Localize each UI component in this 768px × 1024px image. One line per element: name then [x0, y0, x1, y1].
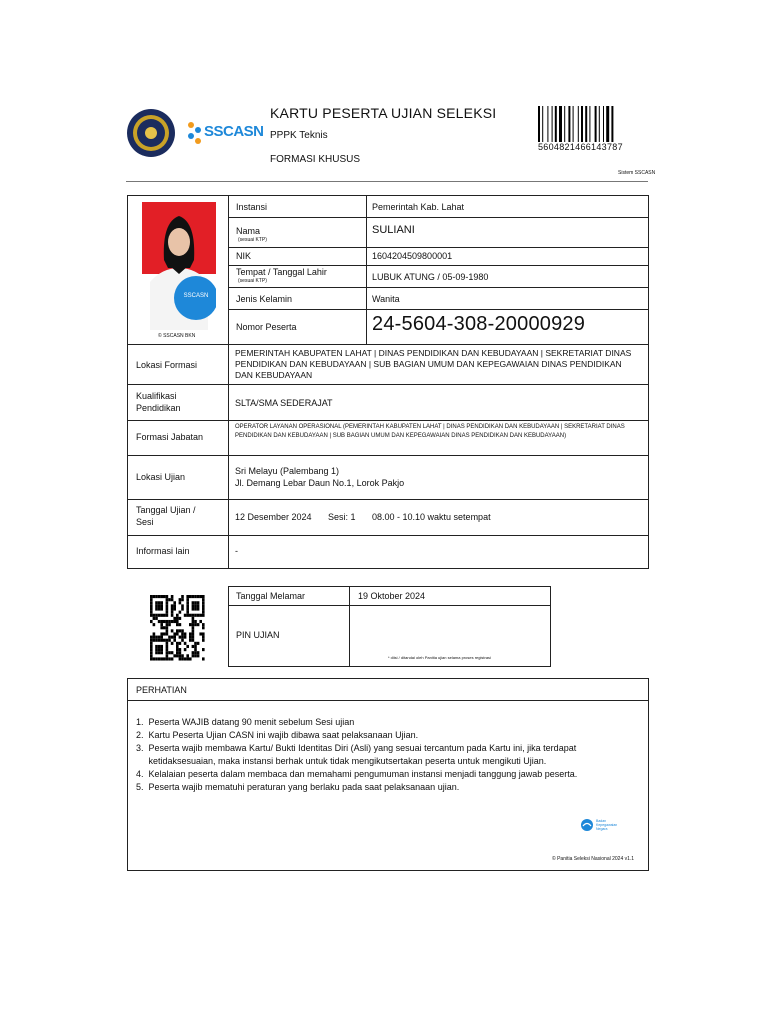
tanggal-ujian-value: 12 Desember 2024: [235, 512, 312, 522]
sscasn-stamp: [174, 276, 216, 320]
lokasi-ujian-label: Lokasi Ujian: [136, 472, 186, 482]
pin-ujian-label: PIN UJIAN: [236, 630, 280, 640]
bkn-small-logo-text: Badan Kepegawaian Negara: [596, 819, 618, 831]
informasi-lain-label: Informasi lain: [136, 546, 190, 556]
card-title: KARTU PESERTA UJIAN SELEKSI: [270, 105, 497, 121]
instansi-label: Instansi: [236, 202, 268, 212]
waktu-value: 08.00 - 10.10 waktu setempat: [372, 512, 491, 522]
nomor-peserta-label: Nomor Peserta: [236, 322, 297, 332]
nama-sublabel: (sesuai KTP): [238, 237, 267, 243]
kualifikasi-value: SLTA/SMA SEDERAJAT: [235, 398, 333, 408]
lokasi-formasi-label: Lokasi Formasi: [136, 360, 198, 370]
jenis-kelamin-label: Jenis Kelamin: [236, 294, 293, 304]
participant-photo: [142, 202, 216, 330]
instansi-value: Pemerintah Kab. Lahat: [372, 202, 465, 212]
ttl-sublabel: (sesuai KTP): [238, 278, 267, 284]
kualifikasi-label-2: Pendidikan: [136, 403, 181, 413]
perhatian-item: 3. Peserta wajib membawa Kartu/ Bukti Identitas Diri (Asli) yang sesuai tercantum pada Kartu ini, jika terdapat: [136, 743, 577, 753]
perhatian-item: 1. Peserta WAJIB datang 90 menit sebelum Sesi ujian: [136, 717, 355, 727]
ttl-label: Tempat / Tanggal Lahir: [236, 267, 327, 277]
footer-copyright: © Panitia Seleksi Nasional 2024 v1.1: [552, 856, 635, 862]
lokasi-formasi-value: PEMERINTAH KABUPATEN LAHAT | DINAS PENDIDIKAN DAN KEBUDAYAAN | SEKRETARIAT DINAS PENDIDIKAN DAN KEBUDAYAAN | SUB BAGIAN UMUM DAN KEPEGAWAIAN DINAS PENDIDIKAN DAN KEBUDAYAAN: [235, 348, 632, 380]
ttl-value: LUBUK ATUNG / 05-09-1980: [372, 272, 489, 282]
tanggal-melamar-value: 19 Oktober 2024: [358, 591, 426, 601]
informasi-lain-value: -: [235, 546, 238, 556]
barcode-caption: Sistem SSCASN: [618, 170, 656, 176]
jenis-kelamin-value: Wanita: [372, 294, 400, 304]
perhatian-item: 4. Kelalaian peserta dalam membaca dan memahami pengumuman instansi menjadi tanggung jawab peserta.: [136, 769, 578, 779]
photo-caption: © SSCASN BKN: [158, 333, 196, 339]
pin-ujian-note: * diisi / ditandai oleh Panitia ujian selama proses registrasi: [388, 655, 491, 660]
tanggal-ujian-label-2: Sesi: [136, 517, 154, 527]
formasi-jabatan-label: Formasi Jabatan: [136, 432, 204, 442]
lokasi-ujian-line2: Jl. Demang Lebar Daun No.1, Lorok Pakjo: [235, 478, 405, 488]
tanggal-melamar-label: Tanggal Melamar: [236, 591, 306, 601]
sscasn-stamp-text: SSCASN: [183, 293, 209, 299]
card-subtitle: PPPK Teknis: [270, 130, 328, 141]
bkn-small-logo: [580, 816, 620, 836]
sscasn-logo: [186, 118, 262, 150]
perhatian-item: 5. Peserta wajib mematuhi peraturan yang berlaku pada saat pelaksanaan ujian.: [136, 782, 460, 792]
lokasi-ujian-line1: Sri Melayu (Palembang 1): [235, 466, 340, 476]
nik-value: 1604204509800001: [372, 251, 453, 261]
sscasn-brand-text: SSCASN: [204, 123, 264, 140]
barcode-number: 5604821466143787: [538, 142, 623, 152]
header-divider: [126, 181, 648, 182]
nik-label: NIK: [236, 251, 252, 261]
bkn-emblem: [126, 108, 176, 158]
tanggal-ujian-label: Tanggal Ujian /: [136, 505, 196, 515]
perhatian-item: 2. Kartu Peserta Ujian CASN ini wajib dibawa saat pelaksanaan Ujian.: [136, 730, 419, 740]
nama-label: Nama: [236, 226, 261, 236]
perhatian-title: PERHATIAN: [136, 685, 187, 695]
kualifikasi-label: Kualifikasi: [136, 391, 177, 401]
barcode: [538, 106, 634, 142]
nomor-peserta-value: 24-5604-308-20000929: [372, 313, 586, 335]
qr-code: [149, 594, 206, 661]
nama-value: SULIANI: [372, 224, 415, 236]
sesi-value: Sesi: 1: [328, 512, 356, 522]
perhatian-item: ketidaksesuaian, maka instansi berhak untuk tidak mengikutsertakan peserta untuk mengikuti Ujian.: [136, 756, 547, 766]
formasi-jabatan-value: OPERATOR LAYANAN OPERASIONAL (PEMERINTAH KABUPATEN LAHAT | DINAS PENDIDIKAN DAN KEBUDAYAAN | SEKRETARIAT DINAS PENDIDIKAN DAN KEBUDAYAAN | SUB BAGIAN UMUM DAN KEPEGAWAIAN DINAS PENDIDIKAN DAN KEBUDAYAAN): [235, 424, 625, 439]
perhatian-list: [136, 716, 642, 794]
card-formasi-type: FORMASI KHUSUS: [270, 154, 361, 165]
